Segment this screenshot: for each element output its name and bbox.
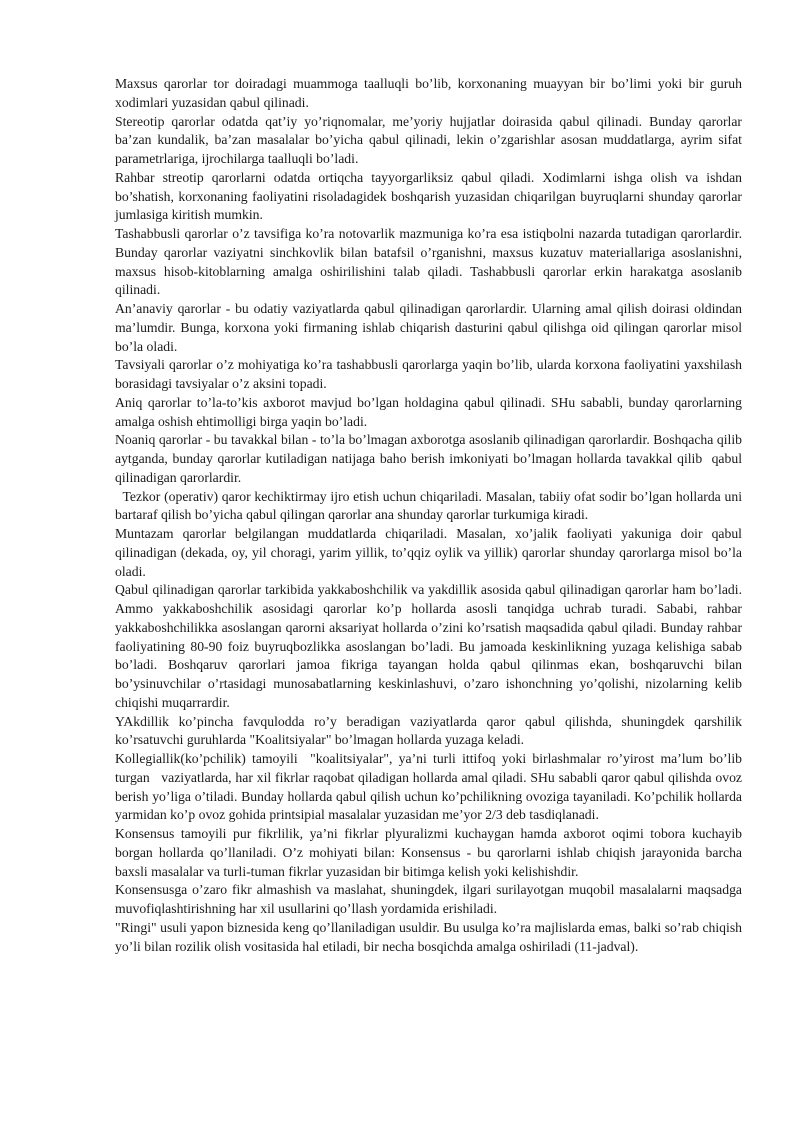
paragraph-noaniq-qarorlar: Noaniq qarorlar - bu tavakkal bilan - to’la bo’lmagan axborotga asoslanib qilinadigan qarorlardir. Boshqacha qilib aytganda, bunday qarorlar kutiladigan natijaga baho berish imkoniyati bo’lmagan hollarda tavakkal qilib qabul qilinadigan qarorlardir. bbox=[115, 432, 746, 485]
paragraph-stereotip-qarorlar: Stereotip qarorlar odatda qat’iy yo’riqnomalar, me’yoriy hujjatlar doirasida qabul qilinadi. Bunday qarorlar ba’zan kundalik, ba’zan masalalar bo’yicha qabul qilinadi, lekin o’zgarishlar asosan muddatlarga, ayrim sifat parametrlariga, ijrochilarga taalluqli bo’ladi. bbox=[115, 113, 746, 166]
paragraph-tavsiyali-qarorlar: Tavsiyali qarorlar o’z mohiyatiga ko’ra tashabbusli qarorlarga yaqin bo’lib, ularda korxona faoliyatini yaxshilash borasidagi tavsiyalar o’z aksini topadi. bbox=[115, 357, 746, 391]
paragraph-yakkaboshchilik: Qabul qilinadigan qarorlar tarkibida yakkaboshchilik va yakdillik asosida qabul qilinadigan qarorlar ham bo’ladi. Ammo yakkaboshchilik asosidagi qarorlar ko’p hollarda asosli tanqidga uchrab turadi. Sababi, rahbar yakkaboshchilikka asoslangan qarorni aksariyat hollarda o’zini ko’rsatish maqsadida qabul qiladi. Bunday rahbar faoliyatining 80-90 foiz buyruqbozlikka asoslangan bo’ladi. Bu jamoada keskinlikning yuzaga kelishiga sabab bo’ladi. Boshqaruv qarorlari jamoa fikriga tayangan holda qabul qilinmas ekan, boshqaruvchi bilan bo’ysinuvchilar o’rtasidagi munosabatlarning keskinlashuvi, o’zaro ishonchning yo’qolishi, nizolarning kelib chiqishi muqarrardir. bbox=[115, 582, 746, 710]
paragraph-konsensusga: Konsensusga o’zaro fikr almashish va maslahat, shuningdek, ilgari surilayotgan muqobil masalalarni maqsadga muvofiqlashtirishning har xil usullarini qo’llash yordamida erishiladi. bbox=[115, 882, 746, 916]
paragraph-aniq-qarorlar: Aniq qarorlar to’la-to’kis axborot mavjud bo’lgan holdagina qabul qilinadi. SHu sababli, bunday qarorlarning amalga oshish ehtimolligi birga yaqin bo’ladi. bbox=[115, 394, 746, 429]
paragraph-muntazam-qarorlar: Muntazam qarorlar belgilangan muddatlarda chiqariladi. Masalan, xo’jalik faoliyati yakuniga doir qabul qilinadigan (dekada, oy, yil choragi, yarim yillik, to’qqiz oylik va yillik) qarorlar shunday qarorlarga misol bo’la oladi. bbox=[115, 526, 746, 579]
document-page bbox=[115, 75, 746, 956]
paragraph-konsensus-tamoyili: Konsensus tamoyili pur fikrlilik, ya’ni fikrlar plyuralizmi kuchaygan hamda axborot oqimi tobora kuchayib borgan hollarda qo’llaniladi. O’z mohiyati bilan: Konsensus - bu qarorlarni ishlab chiqish jarayonida barcha baxsli masalalar va turli-tuman fikrlar yuzasidan bir bitimga kelish yoki kelishishdir. bbox=[115, 826, 746, 879]
paragraph-kollegiallik: Kollegiallik(ko’pchilik) tamoyili "koalitsiyalar", ya’ni turli ittifoq yoki birlashmalar ro’yirost ma’lum bo’lib turgan vaziyatlarda, har xil fikrlar raqobat qiladigan hollarda amal qiladi. SHu sababli qaror qabul qilishda ovoz berish yo’liga o’tiladi. Bunday hollarda qabul qilish uchun ko’pchilikning ovoziga tayaniladi. Ko’pchilik hollarda yarmidan ko’p ovoz gohida printsipial masalalar yuzasidan me’yor 2/3 deb tasdiqlanadi. bbox=[115, 751, 746, 823]
paragraph-rahbar-streotip: Rahbar streotip qarorlarni odatda ortiqcha tayyorgarliksiz qabul qiladi. Xodimlarni ishga olish va ishdan bo’shatish, korxonaning faoliyatini risoladagidek boshqarish yuzasidan chiqarilgan buyruqlarni shunday qarorlar jumlasiga kiritish mumkin. bbox=[115, 169, 746, 223]
paragraph-ringi-usuli: "Ringi" usuli yapon biznesida keng qo’llaniladigan usuldir. Bu usulga ko’ra majlislarda emas, balki so’rab chiqish yo’li bilan rozilik olish vositasida hal etiladi, bir necha bosqichda amalga oshiriladi (11-jadval). bbox=[115, 919, 746, 954]
paragraph-ananaviy-qarorlar: An’anaviy qarorlar - bu odatiy vaziyatlarda qabul qilinadigan qarorlardir. Ularning amal qilish doirasi oldindan ma’lumdir. Bunga, korxona yoki firmaning ishlab chiqarish dasturini qabul qilishga oid qilingan qarorlar misol bo’la oladi. bbox=[115, 301, 746, 354]
paragraph-yakdillik: YAkdillik ko’pincha favqulodda ro’y beradigan vaziyatlarda qaror qabul qilishda, shuningdek qarshilik ko’rsatuvchi guruhlarda "Koalitsiyalar" bo’lmagan hollarda yuzaga keladi. bbox=[115, 713, 746, 748]
paragraph-tezkor-qaror: Tezkor (operativ) qaror kechiktirmay ijro etish uchun chiqariladi. Masalan, tabiiy ofat sodir bo’lgan hollarda uni bartaraf qilish bo’yicha qabul qilingan qarorlar ana shunday qarorlar turkumiga kiradi. bbox=[115, 488, 746, 523]
paragraph-maxsus-qarorlar: Maxsus qarorlar tor doiradagi muammoga taalluqli bo’lib, korxonaning muayyan bir bo’limi yoki bir guruh xodimlari yuzasidan qabul qilinadi. bbox=[115, 76, 746, 110]
paragraph-tashabbusli-qarorlar: Tashabbusli qarorlar o’z tavsifiga ko’ra notovarlik mazmuniga ko’ra esa istiqbolni nazarda tutadigan qarorlardir. Bunday qarorlar vaziyatni sinchkovlik bilan batafsil o’rganishni, maxsus kuzatuv materiallariga asoslanishni, maxsus hisob-kitoblarning amalga oshirilishini talab qiladi. Tashabbusli qarorlar erkin harakatga asoslanib qilinadi. bbox=[115, 226, 746, 298]
